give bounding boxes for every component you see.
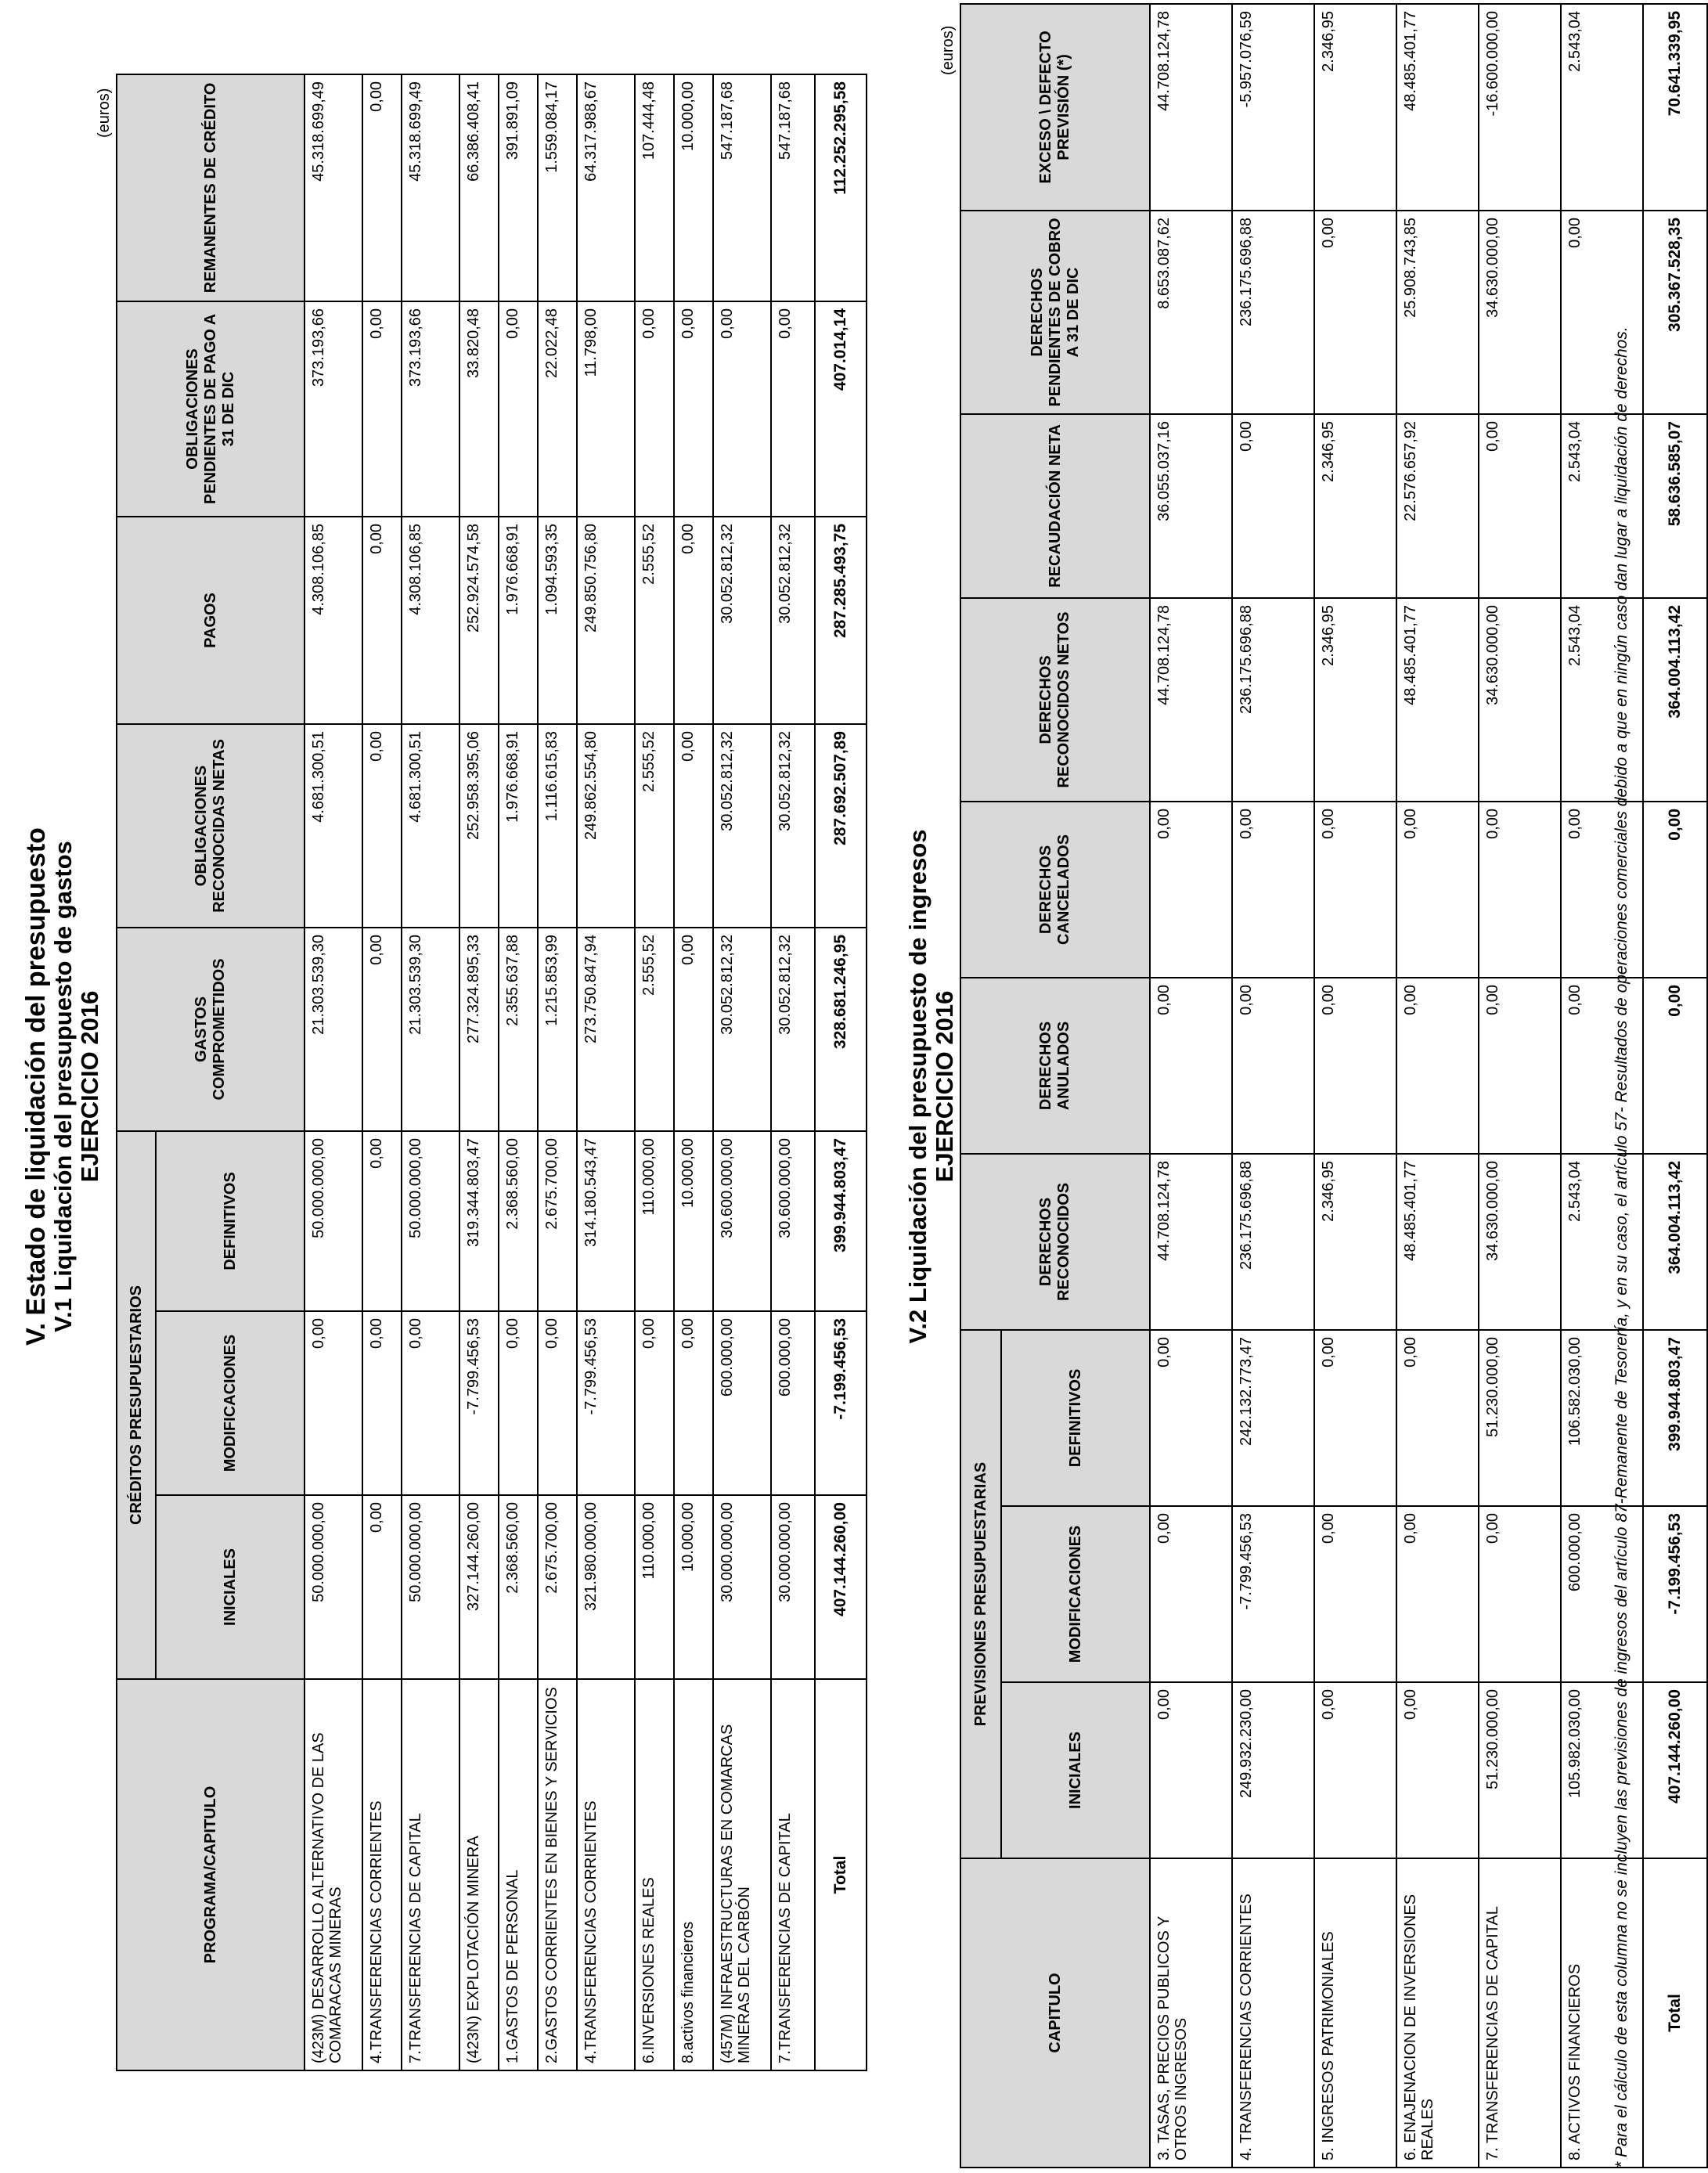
col-der-pendientes: DERECHOS PENDIENTES DE COBRO A 31 DE DIC xyxy=(960,211,1150,414)
cell-value: 50.000.000,00 xyxy=(402,1495,459,1679)
cell-value: 30.600.000,00 xyxy=(713,1131,771,1311)
row-label: 3. TASAS, PRECIOS PUBLICOS Y OTROS INGRESOS xyxy=(1150,1858,1232,2168)
cell-value: 110.000,00 xyxy=(635,1495,674,1679)
cell-value: 0,00 xyxy=(635,1311,674,1495)
cell-value: 1.116.615,83 xyxy=(538,724,577,928)
col-definitivos: DEFINITIVOS xyxy=(156,1131,304,1311)
row-label: 7.TRANSFERENCIAS DE CAPITAL xyxy=(402,1679,459,2070)
cell-value: 0,00 xyxy=(1314,978,1396,1154)
cell-value: 2.555,52 xyxy=(635,517,674,724)
table-row xyxy=(459,74,499,2070)
table-row xyxy=(1150,4,1232,2168)
cell-value: 2.675.700,00 xyxy=(538,1131,577,1311)
row-label: (423M) DESARROLLO ALTERNATIVO DE LAS COMARACAS MINERAS xyxy=(304,1679,362,2070)
table-row xyxy=(674,74,713,2070)
cell-value: 0,00 xyxy=(304,1311,362,1495)
total-value: 287.285.493,75 xyxy=(815,517,867,724)
cell-value: 48.485.401,77 xyxy=(1396,598,1479,802)
cell-value: 0,00 xyxy=(362,1131,402,1311)
row-label: 2.GASTOS CORRIENTES EN BIENES Y SERVICIOS xyxy=(538,1679,577,2070)
cell-value: -7.799.456,53 xyxy=(459,1311,499,1495)
cell-value: 0,00 xyxy=(402,1311,459,1495)
cell-value: 10.000,00 xyxy=(674,1131,713,1311)
cell-value: 8.653.087,62 xyxy=(1150,211,1232,414)
cell-value: 277.324.895,33 xyxy=(459,928,499,1131)
year-label-ingresos: EJERCICIO 2016 xyxy=(931,990,958,1183)
table-row xyxy=(499,74,538,2070)
cell-value: 321.980.000,00 xyxy=(577,1495,635,1679)
cell-value: 106.582.030,00 xyxy=(1561,1330,1643,1506)
cell-value: 51.230.000,00 xyxy=(1479,1330,1561,1506)
cell-value: 314.180.543,47 xyxy=(577,1131,635,1311)
cell-value: 2.543,04 xyxy=(1561,4,1643,211)
table-row xyxy=(1314,4,1396,2168)
total-value: 305.367.528,35 xyxy=(1643,211,1707,414)
cell-value: 0,00 xyxy=(1150,802,1232,978)
cell-value: 0,00 xyxy=(1314,802,1396,978)
cell-value: 252.958.395,06 xyxy=(459,724,499,928)
total-value: 399.944.803,47 xyxy=(1643,1330,1707,1506)
table-row xyxy=(635,74,674,2070)
col-exceso-defecto: EXCESO \ DEFECTO PREVISIÓN (*) xyxy=(960,4,1150,211)
cell-value: 0,00 xyxy=(1479,802,1561,978)
col-comprometidos: GASTOS COMPROMETIDOS xyxy=(117,928,304,1131)
cell-value: -7.799.456,53 xyxy=(577,1311,635,1495)
cell-value: 0,00 xyxy=(1232,802,1314,978)
cell-value: 0,00 xyxy=(1479,1506,1561,1682)
cell-value: 236.175.696,88 xyxy=(1232,598,1314,802)
cell-value: 4.681.300,51 xyxy=(304,724,362,928)
cell-value: 0,00 xyxy=(1314,1330,1396,1506)
row-label: 6. ENAJENACION DE INVERSIONES REALES xyxy=(1396,1858,1479,2168)
total-value: 364.004.113,42 xyxy=(1643,1154,1707,1330)
cell-value: 0,00 xyxy=(1396,1682,1479,1858)
cell-value: 2.346,95 xyxy=(1314,414,1396,598)
cell-value: 64.317.988,67 xyxy=(577,74,635,301)
cell-value: 0,00 xyxy=(674,301,713,517)
cell-value: 0,00 xyxy=(1314,1682,1396,1858)
ingresos-table xyxy=(960,3,1708,2168)
col-iniciales: INICIALES xyxy=(156,1495,304,1679)
cell-value: 0,00 xyxy=(1150,1330,1232,1506)
table-row xyxy=(304,74,362,2070)
cell-value: 0,00 xyxy=(1561,978,1643,1154)
cell-value: 0,00 xyxy=(1396,802,1479,978)
cell-value: 2.368.560,00 xyxy=(499,1495,538,1679)
cell-value: 50.000.000,00 xyxy=(304,1131,362,1311)
cell-value: 2.543,04 xyxy=(1561,598,1643,802)
unit-label-ingresos: (euros) xyxy=(939,25,957,75)
table-row xyxy=(538,74,577,2070)
total-row xyxy=(1643,4,1707,2168)
cell-value: 0,00 xyxy=(1479,414,1561,598)
row-label: 1.GASTOS DE PERSONAL xyxy=(499,1679,538,2070)
cell-value: 22.022,48 xyxy=(538,301,577,517)
cell-value: 252.924.574,58 xyxy=(459,517,499,724)
cell-value: 107.444,48 xyxy=(635,74,674,301)
cell-value: 2.368.560,00 xyxy=(499,1131,538,1311)
cell-value: 0,00 xyxy=(362,928,402,1131)
cell-value: 0,00 xyxy=(1396,978,1479,1154)
cell-value: 0,00 xyxy=(1232,414,1314,598)
total-value: 0,00 xyxy=(1643,978,1707,1154)
unit-label-gastos: (euros) xyxy=(95,88,113,138)
cell-value: 0,00 xyxy=(1314,211,1396,414)
cell-value: 48.485.401,77 xyxy=(1396,1154,1479,1330)
cell-value: 0,00 xyxy=(1150,1506,1232,1682)
gastos-table xyxy=(116,74,867,2071)
col-modificaciones: MODIFICACIONES xyxy=(156,1311,304,1495)
cell-value: 0,00 xyxy=(1561,211,1643,414)
cell-value: 1.976.668,91 xyxy=(499,517,538,724)
group-previsiones: PREVISIONES PRESUPUESTARIAS xyxy=(960,1330,1001,1858)
table-row xyxy=(1479,4,1561,2168)
total-value: -7.199.456,53 xyxy=(1643,1506,1707,1682)
cell-value: 319.344.803,47 xyxy=(459,1131,499,1311)
cell-value: 0,00 xyxy=(362,517,402,724)
cell-value: -7.799.456,53 xyxy=(1232,1506,1314,1682)
cell-value: 2.346,95 xyxy=(1314,1154,1396,1330)
total-value: 287.692.507,89 xyxy=(815,724,867,928)
cell-value: 273.750.847,94 xyxy=(577,928,635,1131)
cell-value: 66.386.408,41 xyxy=(459,74,499,301)
table-row xyxy=(362,74,402,2070)
cell-value: 0,00 xyxy=(1150,1682,1232,1858)
cell-value: 30.000.000,00 xyxy=(713,1495,771,1679)
cell-value: 0,00 xyxy=(1314,1506,1396,1682)
cell-value: 30.600.000,00 xyxy=(771,1131,815,1311)
year-label-gastos: EJERCICIO 2016 xyxy=(76,990,103,1183)
row-label: (457M) INFRAESTRUCTURAS EN COMARCAS MINERAS DEL CARBÓN xyxy=(713,1679,771,2070)
cell-value: 0,00 xyxy=(674,724,713,928)
cell-value: 0,00 xyxy=(713,301,771,517)
col-recaudacion: RECAUDACIÓN NETA xyxy=(960,414,1150,598)
table-row xyxy=(713,74,771,2070)
cell-value: 10.000,00 xyxy=(674,1495,713,1679)
row-label: 4.TRANSFERENCIAS CORRIENTES xyxy=(577,1679,635,2070)
cell-value: 391.891,09 xyxy=(499,74,538,301)
cell-value: 0,00 xyxy=(674,517,713,724)
cell-value: 547.187,68 xyxy=(771,74,815,301)
cell-value: 2.675.700,00 xyxy=(538,1495,577,1679)
row-label: 4.TRANSFERENCIAS CORRIENTES xyxy=(362,1679,402,2070)
cell-value: 10.000,00 xyxy=(674,74,713,301)
cell-value: 110.000,00 xyxy=(635,1131,674,1311)
cell-value: 1.215.853,99 xyxy=(538,928,577,1131)
cell-value: 242.132.773,47 xyxy=(1232,1330,1314,1506)
row-label: 8. ACTIVOS FINANCIEROS xyxy=(1561,1858,1643,2168)
col-ing-iniciales: INICIALES xyxy=(1001,1682,1150,1858)
cell-value: 21.303.539,30 xyxy=(304,928,362,1131)
cell-value: 600.000,00 xyxy=(1561,1506,1643,1682)
cell-value: 11.798,00 xyxy=(577,301,635,517)
total-value: 364.004.113,42 xyxy=(1643,598,1707,802)
col-obligaciones: OBLIGACIONES RECONOCIDAS NETAS xyxy=(117,724,304,928)
row-label: 7.TRANSFERENCIAS DE CAPITAL xyxy=(771,1679,815,2070)
cell-value: 4.681.300,51 xyxy=(402,724,459,928)
group-creditos: CRÉDITOS PRESUPUESTARIOS xyxy=(117,1131,156,1679)
cell-value: 236.175.696,88 xyxy=(1232,1154,1314,1330)
cell-value: 1.094.593,35 xyxy=(538,517,577,724)
cell-value: 30.052.812,32 xyxy=(771,928,815,1131)
cell-value: 1.976.668,91 xyxy=(499,724,538,928)
col-pagos: PAGOS xyxy=(117,517,304,724)
total-value: -7.199.456,53 xyxy=(815,1311,867,1495)
cell-value: 45.318.699,49 xyxy=(402,74,459,301)
cell-value: 30.052.812,32 xyxy=(713,724,771,928)
cell-value: 25.908.743,85 xyxy=(1396,211,1479,414)
row-label: 6.INVERSIONES REALES xyxy=(635,1679,674,2070)
total-label: Total xyxy=(1643,1858,1707,2168)
col-programa: PROGRAMA/CAPITULO xyxy=(117,1679,304,2070)
cell-value: 373.193,66 xyxy=(402,301,459,517)
cell-value: 48.485.401,77 xyxy=(1396,4,1479,211)
row-label: (423N) EXPLOTACIÓN MINERA xyxy=(459,1679,499,2070)
cell-value: 0,00 xyxy=(1561,802,1643,978)
col-capitulo: CAPITULO xyxy=(960,1858,1150,2168)
cell-value: 600.000,00 xyxy=(713,1311,771,1495)
total-value: 112.252.295,58 xyxy=(815,74,867,301)
cell-value: -16.600.000,00 xyxy=(1479,4,1561,211)
cell-value: 34.630.000,00 xyxy=(1479,211,1561,414)
total-value: 407.144.260,00 xyxy=(1643,1682,1707,1858)
cell-value: 105.982.030,00 xyxy=(1561,1682,1643,1858)
page-title: V. Estado de liquidación del presupuesto xyxy=(21,827,51,1346)
total-value: 407.014,14 xyxy=(815,301,867,517)
cell-value: 30.000.000,00 xyxy=(771,1495,815,1679)
cell-value: 0,00 xyxy=(635,301,674,517)
total-row xyxy=(815,74,867,2070)
cell-value: 30.052.812,32 xyxy=(713,517,771,724)
cell-value: 0,00 xyxy=(362,74,402,301)
cell-value: 2.543,04 xyxy=(1561,1154,1643,1330)
cell-value: 0,00 xyxy=(538,1311,577,1495)
cell-value: 2.555,52 xyxy=(635,928,674,1131)
cell-value: 50.000.000,00 xyxy=(304,1495,362,1679)
cell-value: 2.543,04 xyxy=(1561,414,1643,598)
cell-value: 0,00 xyxy=(674,1311,713,1495)
col-ing-modificaciones: MODIFICACIONES xyxy=(1001,1506,1150,1682)
cell-value: 0,00 xyxy=(362,301,402,517)
table-row xyxy=(1396,4,1479,2168)
table-row xyxy=(577,74,635,2070)
cell-value: 50.000.000,00 xyxy=(402,1131,459,1311)
cell-value: 373.193,66 xyxy=(304,301,362,517)
cell-value: 0,00 xyxy=(362,1311,402,1495)
cell-value: 249.850.756,80 xyxy=(577,517,635,724)
cell-value: 36.055.037,16 xyxy=(1150,414,1232,598)
cell-value: 0,00 xyxy=(771,301,815,517)
cell-value: 0,00 xyxy=(674,928,713,1131)
cell-value: 2.346,95 xyxy=(1314,598,1396,802)
cell-value: 2.555,52 xyxy=(635,724,674,928)
cell-value: 44.708.124,78 xyxy=(1150,4,1232,211)
cell-value: 0,00 xyxy=(362,724,402,928)
row-label: 8.activos financieros xyxy=(674,1679,713,2070)
cell-value: 0,00 xyxy=(1396,1330,1479,1506)
table-row xyxy=(771,74,815,2070)
col-der-reconocidos: DERECHOS RECONOCIDOS xyxy=(960,1154,1150,1330)
cell-value: 30.052.812,32 xyxy=(771,517,815,724)
cell-value: 1.559.084,17 xyxy=(538,74,577,301)
cell-value: 2.355.637,88 xyxy=(499,928,538,1131)
row-label: 5. INGRESOS PATRIMONIALES xyxy=(1314,1858,1396,2168)
cell-value: -5.957.076,59 xyxy=(1232,4,1314,211)
cell-value: 0,00 xyxy=(1396,1506,1479,1682)
cell-value: 236.175.696,88 xyxy=(1232,211,1314,414)
cell-value: 0,00 xyxy=(1232,978,1314,1154)
total-value: 0,00 xyxy=(1643,802,1707,978)
table-row xyxy=(402,74,459,2070)
cell-value: 547.187,68 xyxy=(713,74,771,301)
cell-value: 600.000,00 xyxy=(771,1311,815,1495)
section-title-ingresos: V.2 Liquidación del presupuesto de ingresos xyxy=(904,829,931,1344)
total-value: 407.144.260,00 xyxy=(815,1495,867,1679)
footnote: * Para el cálculo de esta columna no se incluyen las previsiones de ingresos del artículo 87-Remanente de Tesorería, y en su caso, el artículo 57- Resultados de operaciones comerciales debido a que en ningún caso dan lugar a liquidación de derechos. xyxy=(1613,326,1631,2168)
cell-value: 2.346,95 xyxy=(1314,4,1396,211)
cell-value: 51.230.000,00 xyxy=(1479,1682,1561,1858)
cell-value: 34.630.000,00 xyxy=(1479,598,1561,802)
cell-value: 44.708.124,78 xyxy=(1150,598,1232,802)
cell-value: 30.052.812,32 xyxy=(771,724,815,928)
cell-value: 45.318.699,49 xyxy=(304,74,362,301)
cell-value: 0,00 xyxy=(362,1495,402,1679)
total-value: 70.641.339,95 xyxy=(1643,4,1707,211)
cell-value: 34.630.000,00 xyxy=(1479,1154,1561,1330)
cell-value: 0,00 xyxy=(1150,978,1232,1154)
total-label: Total xyxy=(815,1679,867,2070)
col-der-netos: DERECHOS RECONOCIDOS NETOS xyxy=(960,598,1150,802)
cell-value: 0,00 xyxy=(499,301,538,517)
total-value: 399.944.803,47 xyxy=(815,1131,867,1311)
cell-value: 249.862.554,80 xyxy=(577,724,635,928)
col-ing-definitivos: DEFINITIVOS xyxy=(1001,1330,1150,1506)
cell-value: 33.820,48 xyxy=(459,301,499,517)
cell-value: 4.308.106,85 xyxy=(402,517,459,724)
total-value: 328.681.246,95 xyxy=(815,928,867,1131)
section-title-gastos: V.1 Liquidación del presupuesto de gastos xyxy=(49,841,77,1332)
cell-value: 249.932.230,00 xyxy=(1232,1682,1314,1858)
col-remanentes: REMANENTES DE CRÉDITO xyxy=(117,74,304,301)
cell-value: 30.052.812,32 xyxy=(713,928,771,1131)
row-label: 4. TRANSFERENCIAS CORRIENTES xyxy=(1232,1858,1314,2168)
total-value: 58.636.585,07 xyxy=(1643,414,1707,598)
cell-value: 327.144.260,00 xyxy=(459,1495,499,1679)
col-der-cancelados: DERECHOS CANCELADOS xyxy=(960,802,1150,978)
col-pendientes: OBLIGACIONES PENDIENTES DE PAGO A 31 DE DIC xyxy=(117,301,304,517)
cell-value: 21.303.539,30 xyxy=(402,928,459,1131)
col-der-anulados: DERECHOS ANULADOS xyxy=(960,978,1150,1154)
cell-value: 4.308.106,85 xyxy=(304,517,362,724)
cell-value: 0,00 xyxy=(1479,978,1561,1154)
table-row xyxy=(1232,4,1314,2168)
cell-value: 22.576.657,92 xyxy=(1396,414,1479,598)
cell-value: 44.708.124,78 xyxy=(1150,1154,1232,1330)
cell-value: 0,00 xyxy=(499,1311,538,1495)
row-label: 7. TRANSFERENCIAS DE CAPITAL xyxy=(1479,1858,1561,2168)
